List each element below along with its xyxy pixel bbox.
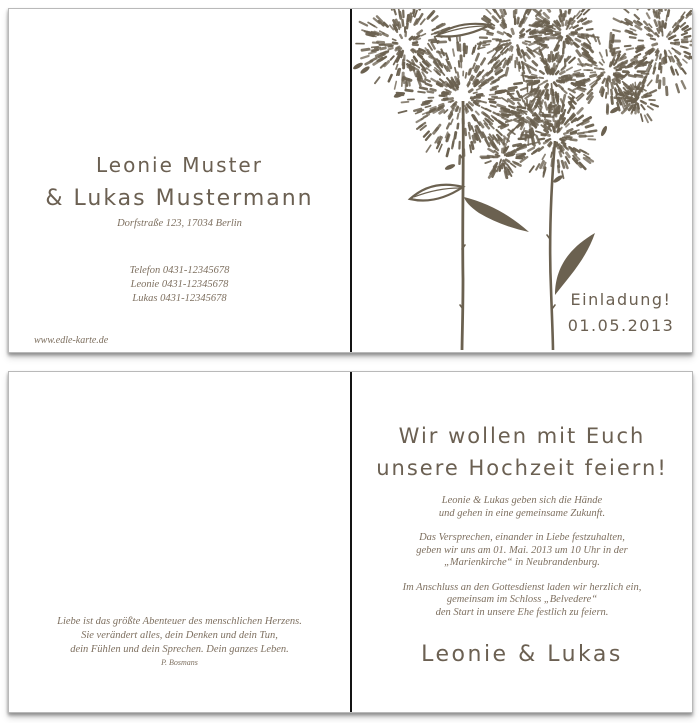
card-back-panel (9, 9, 350, 352)
invite-heading-line-1: Wir wollen mit Euch (398, 424, 646, 448)
quote-line: Liebe ist das größte Abenteuer des menschlichen Herzens. (57, 616, 302, 627)
inside-left-panel (9, 372, 350, 712)
phone-line: Telefon 0431-12345678 (129, 265, 230, 276)
text-line: „Marienkirche“ in Neubrandenburg. (444, 557, 600, 568)
invitation-paragraph (352, 495, 692, 520)
text-line: Im Anschluss an den Gottesdienst laden wir herzlich ein, (402, 581, 642, 593)
quote-line: Sie verändert alles, dein Denken und dein Tun, (81, 630, 278, 641)
fold-line (350, 372, 352, 712)
phone-line: Leonie 0431-12345678 (130, 279, 229, 290)
quote-line: dein Fühlen und dein Sprechen. Dein ganzes Leben. (70, 644, 289, 655)
text-line: geben wir uns am 01. Mai. 2013 um 10 Uhr in der (416, 544, 628, 556)
invitation-text-block (352, 495, 692, 631)
names-line-1: Leonie Muster (96, 153, 263, 177)
address-line: Dorfstraße 123, 17034 Berlin (117, 218, 242, 229)
invitation-date: 01.05.2013 (567, 316, 675, 335)
invitation-paragraph (352, 532, 692, 570)
text-line: gemeinsam im Schloss „Belvedere“ (446, 594, 598, 605)
names-line-2: & Lukas Mustermann (45, 186, 314, 211)
card-front-panel (352, 9, 692, 352)
text-line: und gehen in eine gemeinsame Zukunft. (438, 507, 606, 519)
quote-block (9, 615, 350, 657)
invite-heading-line-2: unsere Hochzeit feiern! (376, 456, 668, 480)
invitation-paragraph (352, 582, 692, 620)
card-inside-spread (8, 371, 693, 713)
text-line: den Start in unsere Ehe festlich zu feiern. (435, 606, 609, 618)
phone-block (9, 264, 350, 306)
text-line: Leonie & Lukas geben sich die Hände (441, 495, 603, 506)
invitation-block (536, 287, 692, 339)
invitation-title: Einladung! (570, 290, 672, 309)
signature-names: Leonie & Lukas (421, 642, 623, 667)
website-url: www.edle-karte.de (34, 335, 109, 346)
phone-line: Lukas 0431-12345678 (132, 293, 227, 304)
fold-line (350, 9, 352, 352)
quote-author: P. Bosmans (161, 658, 198, 667)
text-line: Das Versprechen, einander in Liebe festzuhalten, (419, 532, 625, 543)
card-front-spread (8, 8, 693, 353)
inside-right-panel (352, 372, 692, 712)
